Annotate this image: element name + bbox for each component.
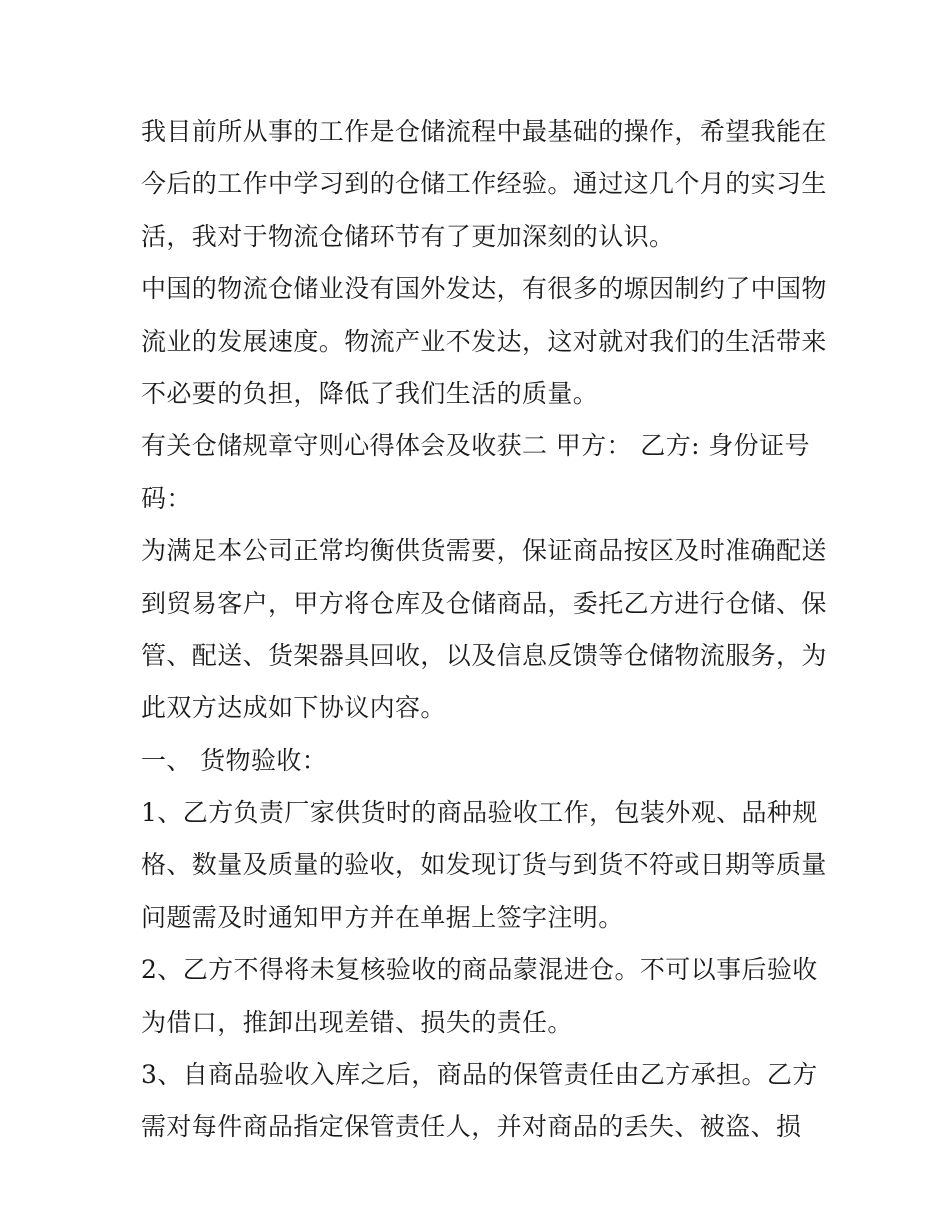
text-line: 1、乙方负责厂家供货时的商品验收工作，包装外观、品种规 (141, 798, 818, 828)
section-heading: 一、 货物验收： (141, 745, 328, 775)
text-line: 需对每件商品指定保管责任人，并对商品的丢失、被盗、损 (141, 1112, 802, 1142)
text-line: 3、自商品验收入库之后，商品的保管责任由乙方承担。乙方 (141, 1060, 818, 1090)
text-line: 为借口，推卸出现差错、损失的责任。 (141, 1007, 573, 1037)
text-line: 流业的发展速度。物流产业不发达，这对就对我们的生活带来 (141, 326, 827, 356)
text-line: 2、乙方不得将未复核验收的商品蒙混进仓。不可以事后验收 (141, 955, 818, 985)
text-line: 到贸易客户，甲方将仓库及仓储商品，委托乙方进行仓储、保 (141, 588, 827, 618)
text-line: 有关仓储规章守则心得体会及收获二 甲方： 乙方: 身份证号 (141, 431, 810, 461)
text-line: 中国的物流仓储业没有国外发达，有很多的塬因制约了中国物 (141, 274, 827, 304)
text-line: 此双方达成如下协议内容。 (141, 693, 446, 723)
document-body (141, 106, 827, 1154)
text-line: 我目前所从事的工作是仓储流程中最基础的操作，希望我能在 (141, 117, 827, 146)
text-line: 活，我对于物流仓储环节有了更加深刻的认识。 (141, 221, 675, 251)
text-line: 码： (141, 483, 192, 513)
text-line: 格、数量及质量的验收，如发现订货与到货不符或日期等质量 (141, 850, 827, 880)
text-line: 不必要的负担，降低了我们生活的质量。 (141, 378, 599, 408)
text-line: 管、配送、货架器具回收，以及信息反馈等仓储物流服务，为 (141, 640, 827, 670)
text-line: 问题需及时通知甲方并在单据上签字注明。 (141, 902, 624, 932)
text-line: 今后的工作中学习到的仓储工作经验。通过这几个月的实习生 (141, 169, 827, 199)
text-line: 为满足本公司正常均衡供货需要，保证商品按区及时准确配送 (141, 536, 827, 566)
